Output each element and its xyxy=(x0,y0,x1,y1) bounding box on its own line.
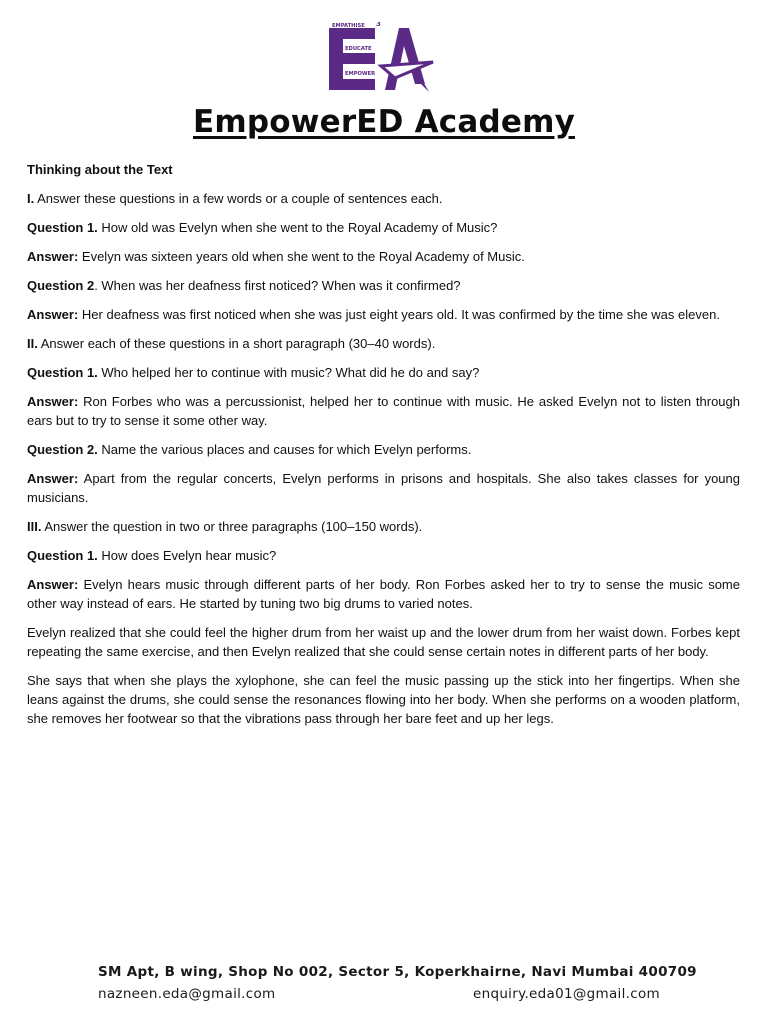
footer-address: SM Apt, B wing, Shop No 002, Sector 5, Koperkhairne, Navi Mumbai 400709 xyxy=(98,964,697,980)
section-instruction xyxy=(27,334,740,353)
answer-text: Her deafness was first noticed when she was just eight years old. It was confirmed by the time she was eleven. xyxy=(78,307,720,322)
question-label: Question 2 xyxy=(27,278,95,293)
answer xyxy=(27,575,740,613)
section-number: II. xyxy=(27,336,38,351)
logo-emblem-icon xyxy=(329,22,439,96)
question-label: Question 1. xyxy=(27,548,98,563)
answer xyxy=(27,305,740,324)
answer-text: Evelyn hears music through different parts of her body. Ron Forbes asked her to try to sense the music some other way instead of ears. He started by tuning two big drums to varied notes. xyxy=(27,577,740,611)
question-text: How does Evelyn hear music? xyxy=(97,548,277,563)
section-number: I. xyxy=(27,191,35,206)
answer xyxy=(27,247,740,266)
document-body xyxy=(27,160,740,738)
question-label: Question 1. xyxy=(27,365,98,380)
email-link-nazneen[interactable]: nazneen.eda@gmail.com xyxy=(98,986,276,1002)
logo-line1: EMPATHISE xyxy=(332,23,365,29)
question-label: Question 1. xyxy=(27,220,98,235)
answer xyxy=(27,469,740,507)
answer xyxy=(27,392,740,430)
question-text: How old was Evelyn when she went to the Royal Academy of Music? xyxy=(97,220,498,235)
question xyxy=(27,546,740,565)
answer-label: Answer: xyxy=(27,394,79,409)
logo-line3: EMPOWER xyxy=(345,71,376,77)
footer-emails xyxy=(98,983,660,1005)
answer-text: Apart from the regular concerts, Evelyn performs in prisons and hospitals. She also takes classes for young musicians. xyxy=(27,471,740,505)
answer-label: Answer: xyxy=(27,577,79,592)
answer-label: Answer: xyxy=(27,307,79,322)
heading-text: Thinking about the Text xyxy=(27,162,173,177)
logo-line2: EDUCATE xyxy=(345,46,372,52)
question xyxy=(27,218,740,237)
instruction-text: Answer the question in two or three paragraphs (100–150 words). xyxy=(41,519,423,534)
question-text: Who helped her to continue with music? What did he do and say? xyxy=(97,365,480,380)
answer-paragraph: She says that when she plays the xylophone, she can feel the music passing up the stick into her fingertips. When she leans against the drums, she could sense the resonances flowing into her body. When she performs on a wooden platform, she removes her footwear so that the vibrations pass through her bare feet and up her legs. xyxy=(27,673,740,726)
answer-paragraph: Evelyn realized that she could feel the higher drum from her waist up and the lower drum from her waist down. Forbes kept repeating the same exercise, and then Evelyn realized that she could sense certain notes in different parts of her body. xyxy=(27,625,740,659)
question-label: Question 2. xyxy=(27,442,98,457)
section-instruction xyxy=(27,517,740,536)
answer-text: Evelyn was sixteen years old when she went to the Royal Academy of Music. xyxy=(78,249,525,264)
question xyxy=(27,440,740,459)
instruction-text: Answer each of these questions in a short paragraph (30–40 words). xyxy=(37,336,436,351)
section-instruction xyxy=(27,189,740,208)
section-number: III. xyxy=(27,519,42,534)
question-text: Name the various places and causes for which Evelyn performs. xyxy=(97,442,472,457)
question xyxy=(27,276,740,295)
email-link-enquiry[interactable]: enquiry.eda01@gmail.com xyxy=(473,986,660,1002)
logo-superscript: 3 xyxy=(376,22,381,28)
answer-text: Ron Forbes who was a percussionist, helped her to continue with music. He asked Evelyn not to listen through ears but to try to sense it some other way. xyxy=(27,394,740,428)
instruction-text: Answer these questions in a few words or a couple of sentences each. xyxy=(34,191,443,206)
answer-label: Answer: xyxy=(27,249,79,264)
section-heading xyxy=(27,160,740,179)
academy-logo xyxy=(0,22,768,96)
question-text: . When was her deafness first noticed? When was it confirmed? xyxy=(94,278,461,293)
page-footer xyxy=(98,961,697,1005)
answer-label: Answer: xyxy=(27,471,79,486)
brand-title: EmpowerED Academy xyxy=(192,104,576,140)
question xyxy=(27,363,740,382)
